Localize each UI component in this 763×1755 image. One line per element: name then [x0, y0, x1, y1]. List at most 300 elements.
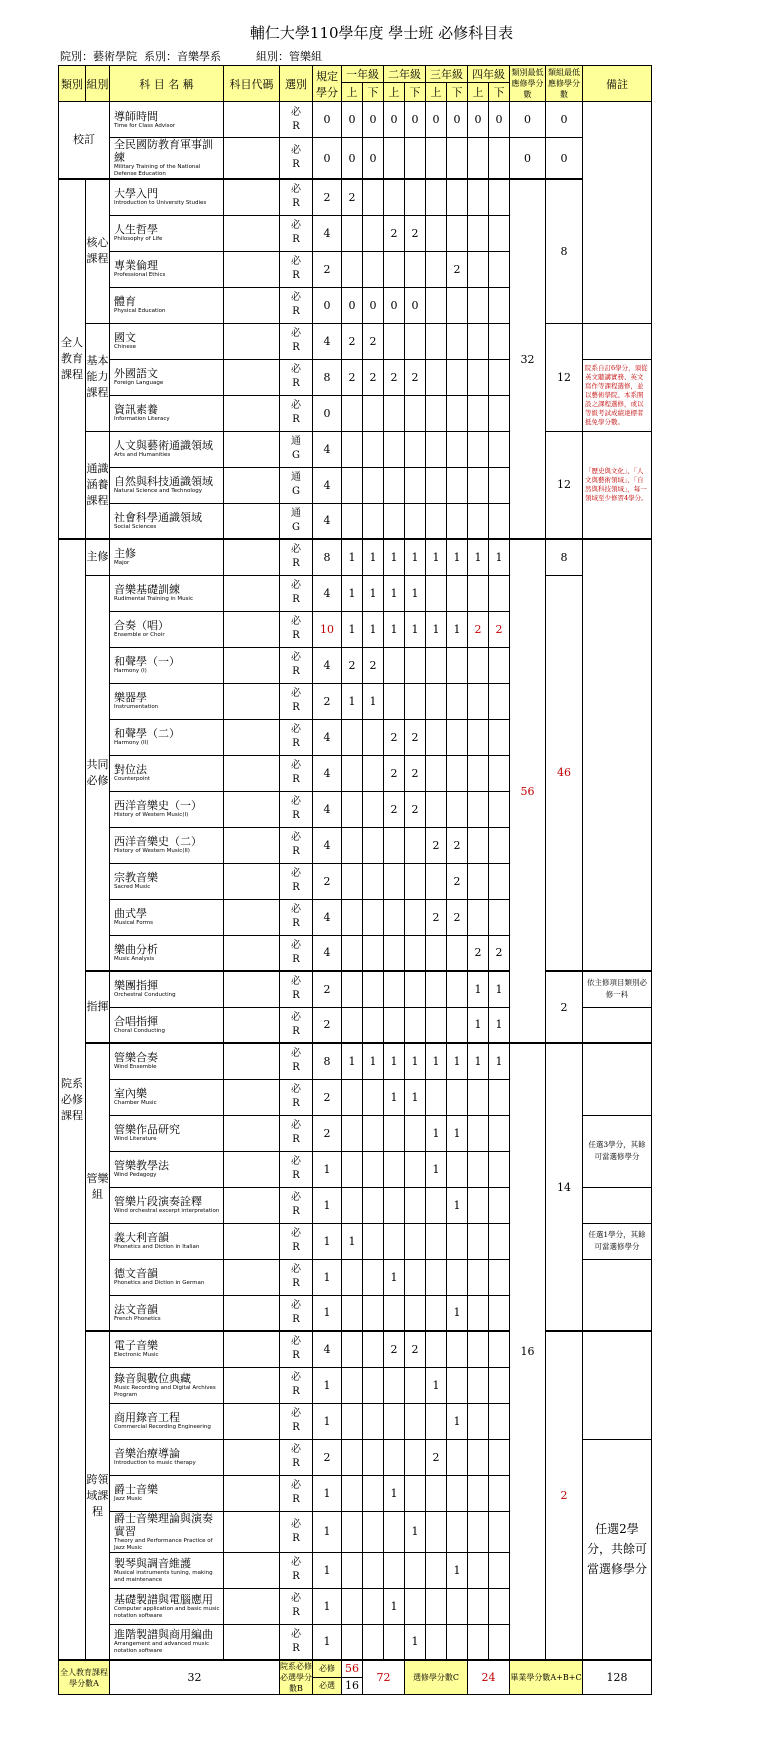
header-type: 選別: [280, 66, 313, 102]
course-credits: 1: [313, 1295, 342, 1331]
semester-credits: 1: [489, 1043, 510, 1079]
course-row: [59, 971, 652, 1007]
course-type-zh: 必: [291, 1557, 301, 1568]
course-type-zh: 通: [291, 436, 301, 447]
course-credits: 1: [313, 1151, 342, 1187]
semester-credits: [426, 138, 447, 180]
semester-credits: [489, 1367, 510, 1403]
semester-credits: 2: [405, 755, 426, 791]
course-credits: 4: [313, 503, 342, 539]
group-cross-domain: 跨領域課程: [86, 1331, 110, 1660]
footer-b-label: 院系必修必選學分數B: [280, 1662, 312, 1693]
course-type-code: R: [292, 594, 300, 605]
course-type: [280, 1007, 313, 1043]
course-type-zh: 必: [291, 1011, 301, 1023]
course-name-zh: 社會科學通識領域: [114, 510, 202, 524]
semester-credits: 1: [384, 539, 405, 575]
course-name-en: Major: [114, 560, 130, 567]
course-type-zh: 必: [291, 1156, 301, 1167]
footer-total-label: 畢業學分數A+B+C: [510, 1660, 583, 1695]
course-name-zh: 樂團指揮: [114, 979, 158, 993]
semester-credits: [405, 1295, 426, 1331]
semester-credits: [342, 971, 363, 1007]
semester-credits: [405, 395, 426, 431]
course-row: [59, 575, 652, 611]
semester-credits: [342, 467, 363, 503]
course-type: [280, 1079, 313, 1115]
course-name-en: Introduction to University Studies: [114, 200, 207, 207]
course-name: [110, 179, 224, 215]
semester-credits: 1: [447, 611, 468, 647]
semester-credits: [468, 1624, 489, 1660]
semester-credits: 2: [447, 251, 468, 287]
course-credits: 8: [313, 359, 342, 395]
group-min-credits: 12: [546, 323, 583, 431]
semester-credits: [405, 179, 426, 215]
semester-credits: 2: [342, 179, 363, 215]
semester-credits: 2: [342, 359, 363, 395]
course-type: [280, 971, 313, 1007]
course-type: [280, 395, 313, 431]
semester-credits: [363, 1552, 384, 1588]
course-name: [110, 575, 224, 611]
course-name-en: Introduction to music therapy: [114, 1460, 196, 1466]
course-type-zh: 必: [291, 184, 301, 196]
semester-credits: [384, 1511, 405, 1552]
semester-credits: [384, 647, 405, 683]
table-footer: [59, 1660, 652, 1695]
course-credits: 1: [313, 1187, 342, 1223]
semester-credits: [363, 1079, 384, 1115]
semester-credits: [405, 1007, 426, 1043]
course-code: [224, 138, 280, 180]
semester-credits: 1: [384, 611, 405, 647]
semester-credits: [489, 1588, 510, 1624]
semester-credits: [426, 755, 447, 791]
course-type-code: R: [292, 378, 300, 389]
semester-credits: [384, 1367, 405, 1403]
course-credits: 8: [313, 1043, 342, 1079]
course-name-zh: 資訊素養: [114, 403, 158, 416]
course-code: [224, 1187, 280, 1223]
course-name: [110, 1367, 224, 1403]
course-type-zh: 必: [291, 1628, 301, 1640]
course-type: [280, 251, 313, 287]
course-credits: 2: [313, 1439, 342, 1475]
semester-credits: [489, 719, 510, 755]
semester-credits: [447, 1475, 468, 1511]
course-name: [110, 647, 224, 683]
course-code: [224, 863, 280, 899]
course-type-code: R: [292, 990, 300, 1002]
semester-credits: [342, 1439, 363, 1475]
course-type-code: R: [292, 306, 300, 317]
semester-credits: [489, 1624, 510, 1660]
course-credits: 4: [313, 827, 342, 863]
course-row: [59, 431, 652, 467]
semester-credits: [363, 1007, 384, 1043]
header-year1: 一年級: [342, 66, 384, 83]
remarks-cell: 任選3學分，其餘可當選修學分: [583, 1115, 652, 1187]
semester-credits: [426, 1624, 447, 1660]
semester-credits: [342, 1079, 363, 1115]
semester-credits: 1: [342, 683, 363, 719]
course-name: [110, 1043, 224, 1079]
course-type: [280, 719, 313, 755]
semester-credits: [468, 1552, 489, 1588]
semester-credits: [405, 431, 426, 467]
course-type: [280, 863, 313, 899]
footer-b-select: 16: [342, 1677, 363, 1694]
course-credits: 0: [313, 287, 342, 323]
course-credits: 4: [313, 719, 342, 755]
course-name-zh: 全民國防教育軍事訓練: [114, 138, 213, 164]
semester-credits: 1: [468, 1007, 489, 1043]
course-type-zh: 必: [291, 1048, 301, 1060]
course-code: [224, 1007, 280, 1043]
semester-credits: [468, 1187, 489, 1223]
course-name-zh: 人生哲學: [114, 223, 158, 236]
course-name-en: Musical instruments tuning, making and maintenance: [114, 1569, 213, 1583]
course-name: [110, 863, 224, 899]
semester-credits: [384, 503, 405, 539]
course-type: [280, 1043, 313, 1079]
course-type-code: R: [292, 1458, 300, 1469]
group-major: 主修: [86, 539, 110, 575]
course-code: [224, 359, 280, 395]
course-code: [224, 575, 280, 611]
course-name-en: Counterpoint: [114, 776, 151, 782]
course-name: [110, 1007, 224, 1043]
semester-credits: 0: [363, 287, 384, 323]
remarks-cell: [583, 1259, 652, 1331]
semester-credits: [489, 1331, 510, 1367]
course-code: [224, 1511, 280, 1552]
semester-credits: 2: [384, 359, 405, 395]
course-type: [280, 1223, 313, 1259]
semester-credits: 1: [426, 1151, 447, 1187]
semester-credits: 1: [405, 539, 426, 575]
course-code: [224, 1403, 280, 1439]
course-name-zh: 義大利音韻: [114, 1231, 169, 1244]
dept-min-credits: 32: [510, 179, 546, 539]
course-type: [280, 575, 313, 611]
course-name-zh: 進階製譜與商用編曲: [114, 1628, 213, 1642]
group-wind: 管樂組: [86, 1043, 110, 1331]
semester-credits: [447, 1223, 468, 1259]
footer-b-must: 56: [342, 1660, 363, 1677]
course-name-en: Chamber Music: [114, 1100, 157, 1106]
semester-credits: [426, 1331, 447, 1367]
semester-credits: [426, 683, 447, 719]
course-code: [224, 827, 280, 863]
remarks-cell: [583, 102, 652, 324]
course-code: [224, 935, 280, 971]
semester-credits: 2: [468, 935, 489, 971]
footer-a-value: 32: [110, 1660, 280, 1695]
semester-credits: [363, 719, 384, 755]
semester-credits: 2: [447, 827, 468, 863]
semester-credits: [468, 899, 489, 935]
course-name: [110, 1187, 224, 1223]
header-credits: 規定學分: [313, 66, 342, 102]
semester-credits: [363, 431, 384, 467]
course-type: [280, 899, 313, 935]
course-type: [280, 323, 313, 359]
semester-credits: [468, 1115, 489, 1151]
course-credits: 4: [313, 215, 342, 251]
course-type-code: R: [292, 918, 300, 929]
semester-credits: [384, 971, 405, 1007]
semester-credits: [447, 575, 468, 611]
course-type-code: R: [292, 1494, 300, 1505]
semester-credits: [468, 827, 489, 863]
course-name: [110, 1223, 224, 1259]
course-type-code: R: [292, 198, 300, 210]
course-name: [110, 719, 224, 755]
course-type-code: R: [292, 953, 300, 965]
semester-credits: 1: [489, 539, 510, 575]
remarks-cell: [583, 323, 652, 359]
semester-credits: 1: [447, 1295, 468, 1331]
course-type-zh: 必: [291, 580, 301, 591]
semester-credits: [363, 1223, 384, 1259]
group-min-credits: 2: [546, 971, 583, 1043]
course-name-zh: 宗教音樂: [114, 871, 158, 884]
semester-credits: [363, 179, 384, 215]
semester-credits: [405, 1475, 426, 1511]
course-name: [110, 395, 224, 431]
semester-credits: [384, 1439, 405, 1475]
semester-credits: [468, 1295, 489, 1331]
course-type: [280, 1115, 313, 1151]
semester-credits: [363, 755, 384, 791]
semester-credits: [468, 503, 489, 539]
semester-credits: 1: [384, 575, 405, 611]
course-name-en: History of Western Music(I): [114, 812, 189, 818]
semester-credits: 0: [384, 102, 405, 138]
course-name-en: French Phonetics: [114, 1315, 161, 1322]
course-name: [110, 1295, 224, 1331]
header-category: 類別: [59, 66, 86, 102]
footer-select-label: 必選: [313, 1677, 342, 1694]
semester-credits: [426, 467, 447, 503]
course-credits: 1: [313, 1475, 342, 1511]
course-type-code: R: [292, 702, 300, 713]
semester-credits: [447, 683, 468, 719]
course-type-code: R: [292, 1170, 300, 1181]
course-name: [110, 1331, 224, 1367]
remarks-cell: [583, 539, 652, 971]
course-name: [110, 1511, 224, 1552]
course-type-zh: 必: [291, 1192, 301, 1203]
course-code: [224, 1331, 280, 1367]
semester-credits: [489, 395, 510, 431]
course-name: [110, 1588, 224, 1624]
semester-credits: [342, 1403, 363, 1439]
course-type-code: R: [292, 1422, 300, 1433]
semester-credits: [426, 647, 447, 683]
course-code: [224, 1588, 280, 1624]
semester-credits: [489, 467, 510, 503]
semester-credits: [405, 1403, 426, 1439]
semester-credits: [342, 1588, 363, 1624]
course-name-en: Rudimental Training in Music: [114, 596, 193, 602]
semester-credits: [342, 1511, 363, 1552]
course-credits: 2: [313, 1079, 342, 1115]
course-name-en: Computer application and basic music notation software: [114, 1605, 220, 1619]
semester-credits: [489, 1552, 510, 1588]
semester-credits: 1: [342, 539, 363, 575]
semester-credits: 1: [384, 1588, 405, 1624]
course-name-en: Instrumentation: [114, 704, 159, 710]
semester-credits: [405, 1367, 426, 1403]
course-name: [110, 1439, 224, 1475]
semester-credits: [405, 827, 426, 863]
remarks-cell: [583, 1043, 652, 1115]
category-school: 校訂: [59, 102, 110, 180]
semester-credits: 2: [342, 647, 363, 683]
course-type-code: R: [292, 810, 300, 821]
course-name-en: Theory and Performance Practice of Jazz Music: [114, 1537, 213, 1551]
course-type: [280, 755, 313, 791]
course-type-zh: 通: [291, 472, 301, 483]
semester-credits: [489, 138, 510, 180]
course-name: [110, 215, 224, 251]
course-credits: 2: [313, 1007, 342, 1043]
course-type-code: R: [292, 1098, 300, 1109]
semester-credits: [426, 287, 447, 323]
course-name: [110, 431, 224, 467]
semester-credits: [342, 1007, 363, 1043]
semester-credits: [468, 1439, 489, 1475]
course-name: [110, 611, 224, 647]
semester-credits: [363, 1115, 384, 1151]
semester-credits: [447, 503, 468, 539]
course-type-zh: 必: [291, 724, 301, 735]
semester-credits: [384, 179, 405, 215]
semester-credits: 1: [426, 1367, 447, 1403]
course-type-code: R: [292, 774, 300, 785]
semester-credits: [363, 863, 384, 899]
semester-credits: [384, 935, 405, 971]
course-name: [110, 1079, 224, 1115]
course-name-zh: 體育: [114, 295, 136, 308]
department-info: 院別：藝術學院 系別：音樂學系 組別：管樂組: [60, 50, 322, 63]
group-min-credits: 0: [546, 138, 583, 180]
course-type-zh: 必: [291, 1372, 301, 1383]
semester-credits: [342, 1259, 363, 1295]
header-group: 組別: [86, 66, 110, 102]
course-type-zh: 必: [291, 1593, 301, 1604]
course-credits: 1: [313, 1624, 342, 1660]
semester-credits: [489, 359, 510, 395]
semester-credits: [447, 1439, 468, 1475]
semester-credits: [426, 1552, 447, 1588]
course-type-zh: 必: [291, 976, 301, 988]
course-type-zh: 必: [291, 616, 301, 627]
course-type: [280, 791, 313, 827]
course-credits: 4: [313, 575, 342, 611]
semester-credits: [447, 1511, 468, 1552]
course-type-zh: 必: [291, 796, 301, 807]
course-name-en: History of Western Music(II): [114, 848, 190, 854]
course-type-code: R: [292, 1206, 300, 1217]
semester-credits: [468, 863, 489, 899]
course-name-zh: 基礎製譜與電腦應用: [114, 1592, 213, 1606]
semester-credits: [405, 138, 426, 180]
semester-credits: [363, 251, 384, 287]
header-course-code: 科目代碼: [224, 66, 280, 102]
course-type-zh: 必: [291, 1299, 301, 1311]
course-type-code: R: [292, 342, 300, 353]
course-code: [224, 611, 280, 647]
course-type-code: R: [292, 846, 300, 857]
semester-credits: [468, 719, 489, 755]
course-name-zh: 管樂片段演奏詮釋: [114, 1195, 202, 1208]
course-row: [59, 1043, 652, 1079]
semester-credits: [468, 179, 489, 215]
semester-credits: [384, 1007, 405, 1043]
category-general: 全人教育課程: [59, 179, 86, 539]
course-type-zh: 必: [291, 760, 301, 771]
semester-credits: [447, 359, 468, 395]
course-name-en: Sacred Music: [114, 884, 151, 890]
semester-credits: [489, 827, 510, 863]
group-min-credits: 46: [546, 575, 583, 971]
semester-credits: 2: [468, 611, 489, 647]
semester-credits: [342, 1151, 363, 1187]
semester-credits: [468, 215, 489, 251]
course-code: [224, 719, 280, 755]
semester-credits: [405, 971, 426, 1007]
course-code: [224, 323, 280, 359]
semester-credits: [363, 1475, 384, 1511]
group-min-credits: 8: [546, 539, 583, 575]
course-name-en: Musical Forms: [114, 920, 154, 926]
course-code: [224, 179, 280, 215]
group-conducting: 指揮: [86, 971, 110, 1043]
semester-credits: 2: [384, 755, 405, 791]
course-name-en: Physical Education: [114, 308, 166, 314]
semester-credits: [426, 791, 447, 827]
course-type: [280, 827, 313, 863]
semester-credits: [426, 503, 447, 539]
course-type: [280, 1475, 313, 1511]
semester-credits: [447, 287, 468, 323]
remarks-cell: 依主修項目類別必修一科: [583, 971, 652, 1007]
course-type: [280, 647, 313, 683]
semester-credits: 2: [384, 1331, 405, 1367]
course-type: [280, 1295, 313, 1331]
semester-credits: 1: [363, 539, 384, 575]
semester-credits: [468, 755, 489, 791]
semester-credits: [489, 215, 510, 251]
header-group-min: 類組最低應修學分數: [546, 66, 583, 102]
course-name-zh: 爵士音樂: [114, 1483, 158, 1496]
semester-credits: [468, 575, 489, 611]
course-type: [280, 431, 313, 467]
semester-credits: [363, 1439, 384, 1475]
course-type-code: R: [292, 234, 300, 245]
semester-credits: [489, 575, 510, 611]
course-name-zh: 國文: [114, 331, 136, 344]
course-name-en: Harmony (II): [114, 740, 149, 746]
course-type-code: R: [292, 1607, 300, 1618]
semester-credits: [363, 971, 384, 1007]
course-name-zh: 樂器學: [114, 691, 147, 704]
semester-credits: [405, 1588, 426, 1624]
